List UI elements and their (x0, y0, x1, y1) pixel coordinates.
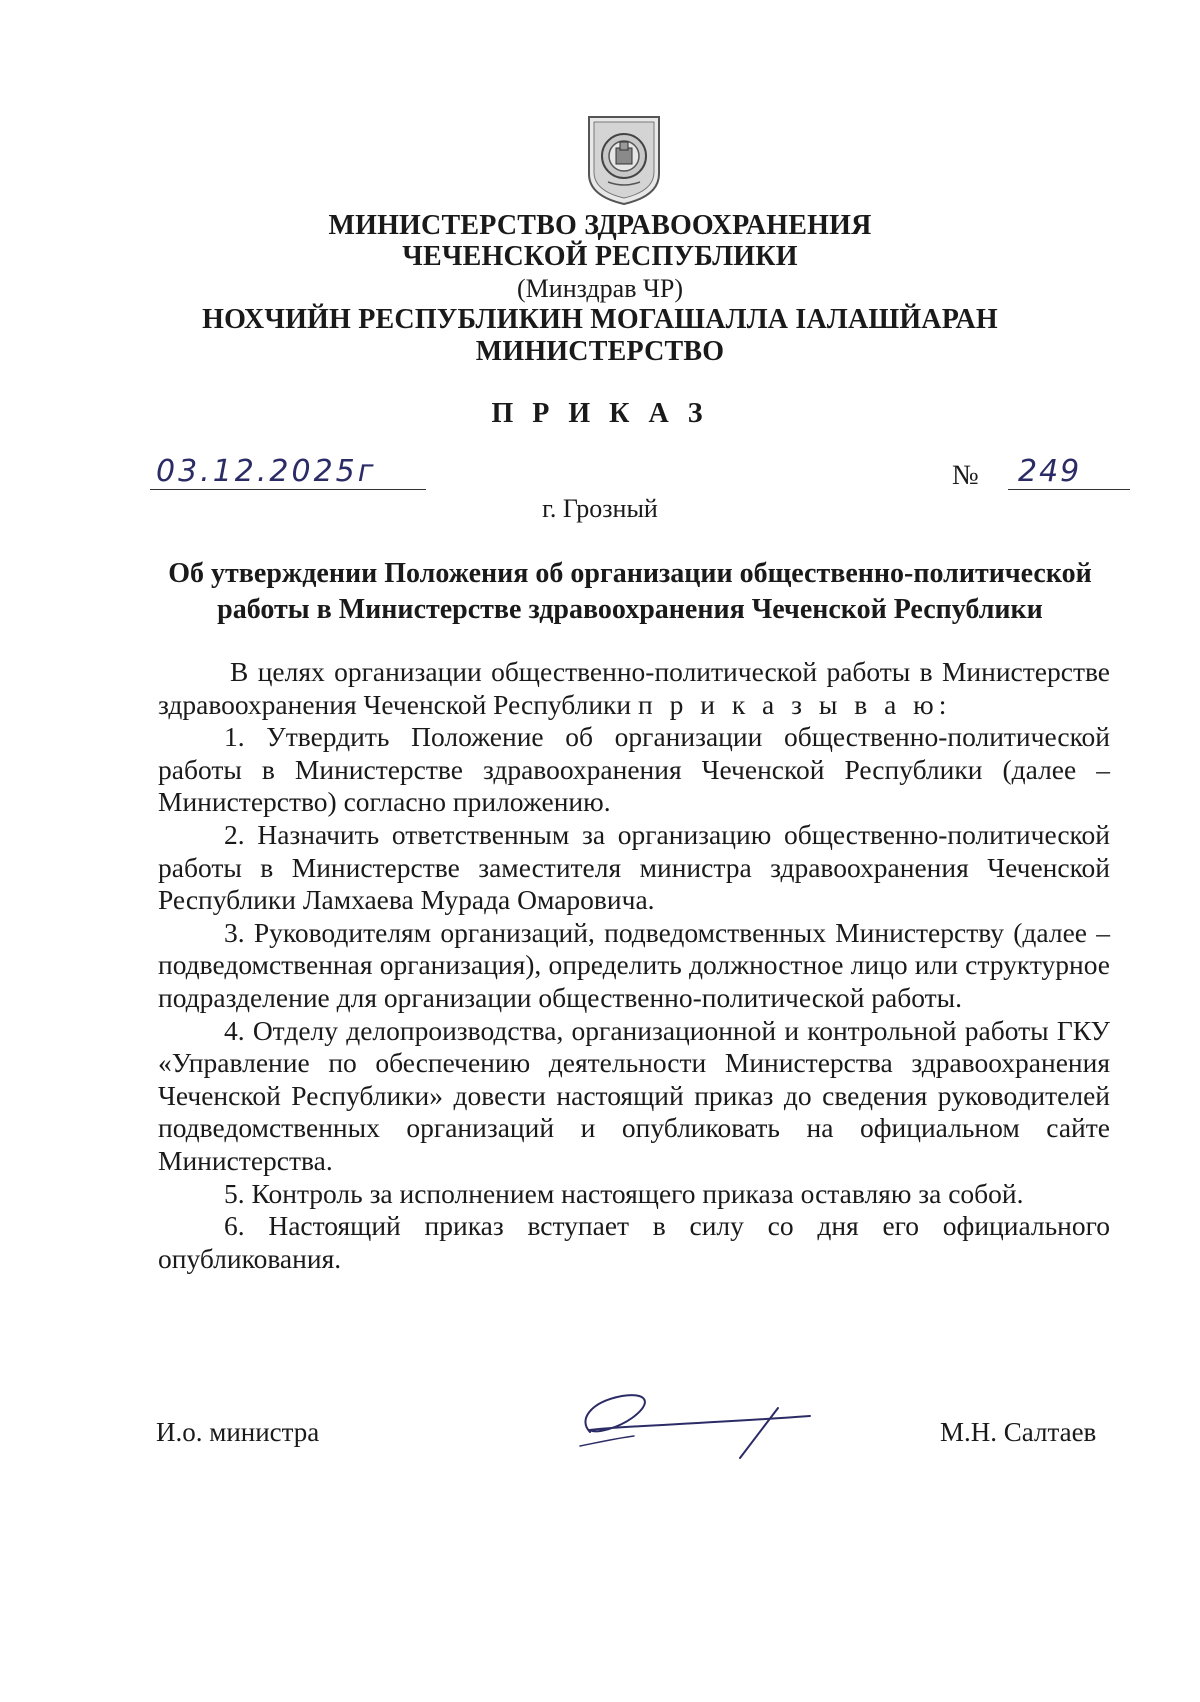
handwritten-signature-icon (560, 1368, 860, 1464)
order-number: 249 (1008, 455, 1130, 490)
ministry-name-line-1: МИНИСТЕРСТВО ЗДРАВООХРАНЕНИЯ (328, 210, 872, 241)
order-intro (158, 656, 1110, 721)
order-title: П Р И К А З (491, 398, 709, 429)
order-item-1: 1. Утвердить Положение об организации общественно-политической работы в Министерстве здравоохранения Чеченской Республики (далее – Министерство) согласно приложению. (158, 721, 1110, 818)
order-item-4: 4. Отделу делопроизводства, организационной и контрольной работы ГКУ «Управление по обеспечению деятельности Министерства здравоохранения Чеченской Республики» довести настоящий приказ до сведения руководителей подведомственных организаций и опубликовать на официальном сайте Министерства. (158, 1014, 1110, 1176)
ministry-short-name: (Минздрав ЧР) (517, 274, 683, 303)
document-title: Об утверждении Положения об организации общественно-политической работы в Министерстве здравоохранения Чеченской Республики (168, 558, 1092, 625)
order-item-2: 2. Назначить ответственным за организацию общественно-политической работы в Министерстве заместителя министра здравоохранения Чеченской Республики Ламхаева Мурада Омаровича. (158, 818, 1110, 916)
order-body (158, 656, 1110, 1275)
ministry-name-chechen-line-2: МИНИСТЕРСТВО (475, 336, 725, 367)
signatory-name: М.Н. Салтаев (940, 1417, 1097, 1447)
order-item-3: 3. Руководителям организаций, подведомственных Министерству (далее – подведомственная организация), определить должностное лицо или структурное подразделение для организации общественно-политической работы. (158, 916, 1110, 1013)
order-intro-verb: п р и к а з ы в а ю: (638, 688, 952, 720)
order-item-6: 6. Настоящий приказ вступает в силу со дня его официального опубликования. (158, 1210, 1110, 1274)
order-intro-text: В целях организации общественно-политической работы в Министерстве здравоохранения Чеченской Республики (158, 656, 1110, 720)
ministry-name-line-2: ЧЕЧЕНСКОЙ РЕСПУБЛИКИ (402, 241, 798, 272)
order-item-5: 5. Контроль за исполнением настоящего приказа оставляю за собой. (224, 1177, 1024, 1209)
signatory-role: И.о. министра (156, 1417, 320, 1447)
order-number-sign: № (952, 460, 979, 491)
order-date: 03.12.2025г (150, 455, 426, 490)
order-city: г. Грозный (542, 494, 658, 523)
coat-of-arms-icon (586, 114, 662, 206)
ministry-name-chechen-line-1: НОХЧИЙН РЕСПУБЛИКИН МОГАШАЛЛА IАЛАШЙАРАН (202, 304, 998, 335)
